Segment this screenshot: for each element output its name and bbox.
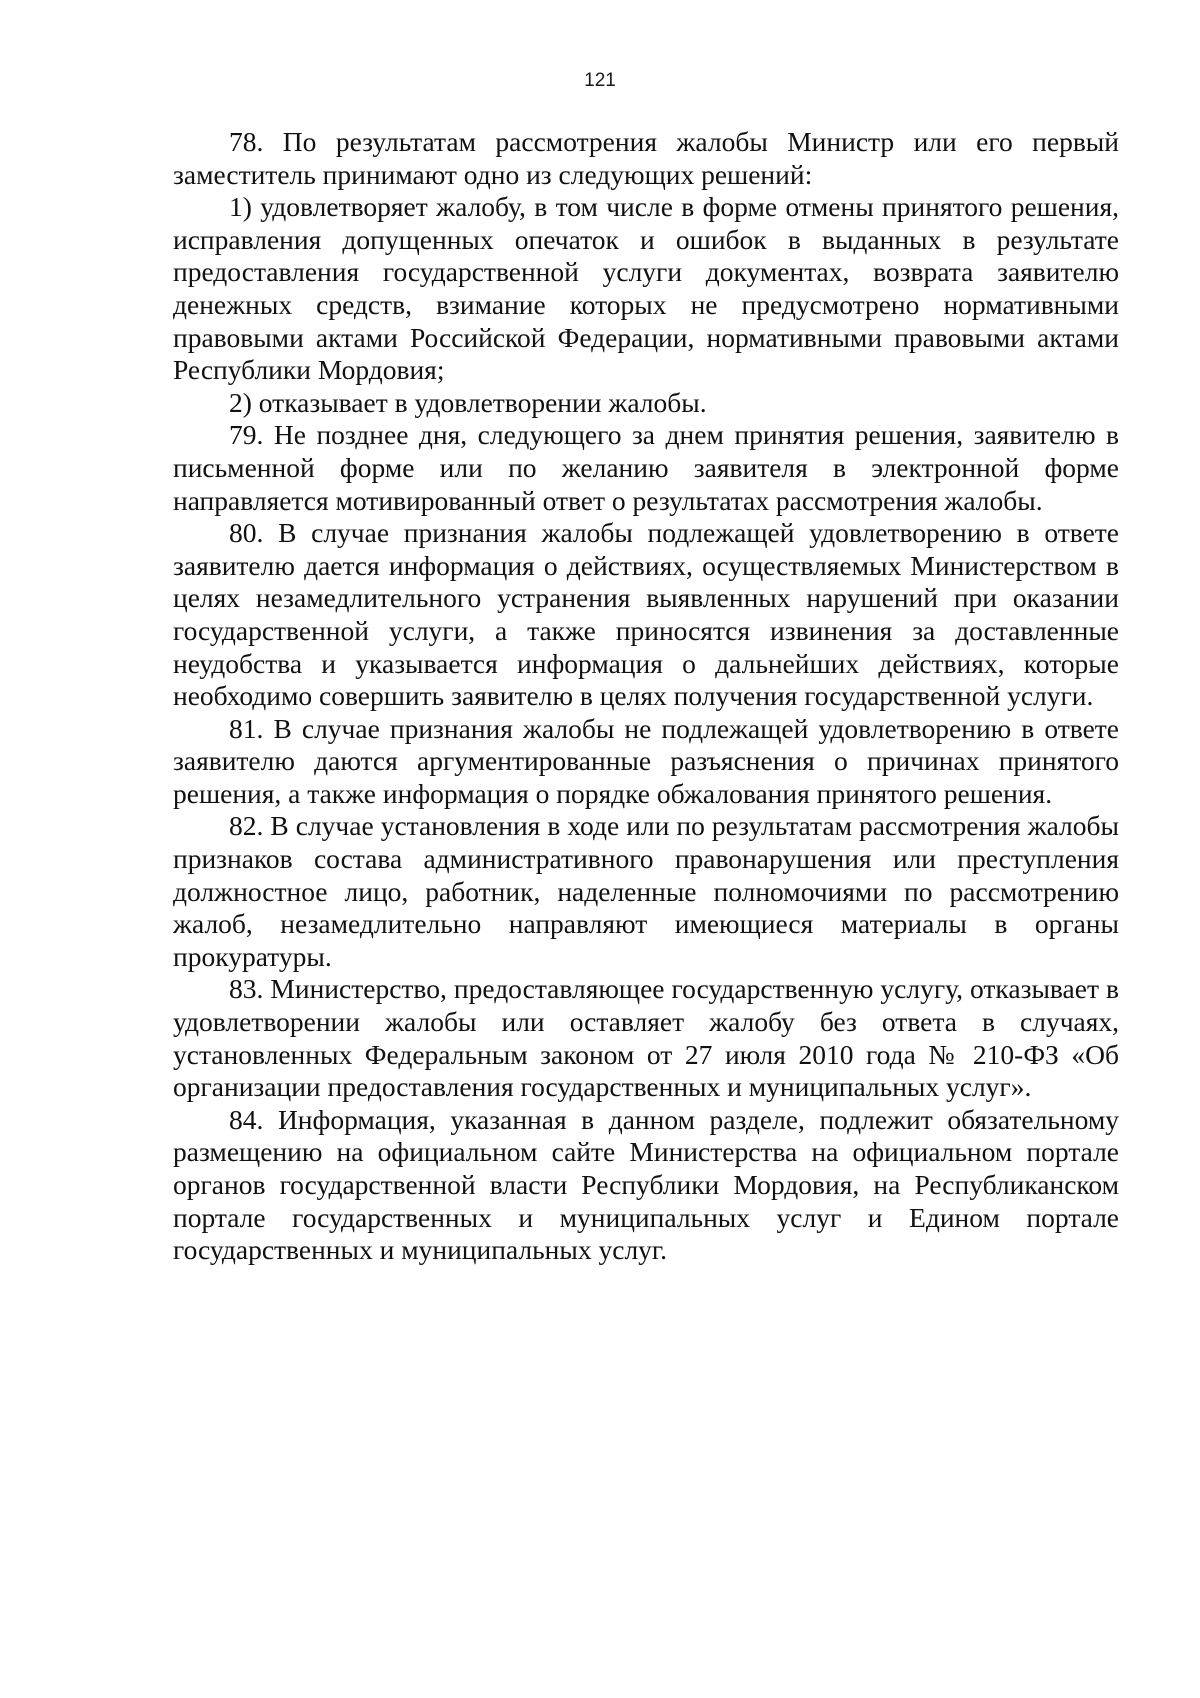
paragraph-84: 84. Информация, указанная в данном разделе, подлежит обязательному размещению на официальном сайте Министерства на официальном портале органов государственной власти Республики Мордовия, на Республиканском портале государственных и муниципальных услуг и Едином портале государственных и муниципальных услуг. — [173, 1103, 1119, 1266]
paragraph-79: 79. Не позднее дня, следующего за днем принятия решения, заявителю в письменной форме или по желанию заявителя в электронной форме направляется мотивированный ответ о результатах рассмотрения жалобы. — [173, 419, 1119, 516]
document-body — [173, 126, 1119, 1267]
paragraph-83: 83. Министерство, предоставляющее государственную услугу, отказывает в удовлетворении жалобы или оставляет жалобу без ответа в случаях, установленных Федеральным законом от 27 июля 2010 года № 210-ФЗ «Об организации предоставления государственных и муниципальных услуг». — [173, 973, 1119, 1103]
paragraph-82: 82. В случае установления в ходе или по результатам рассмотрения жалобы признаков состава административного правонарушения или преступления должностное лицо, работник, наделенные полномочиями по рассмотрению жалоб, незамедлительно направляют имеющиеся материалы в органы прокуратуры. — [173, 810, 1119, 972]
paragraph-78-item-1: 1) удовлетворяет жалобу, в том числе в форме отмены принятого решения, исправления допущенных опечаток и ошибок в выданных в результате предоставления государственной услуги документах, возврата заявителю денежных средств, взимание которых не предусмотрено нормативными правовыми актами Российской Федерации, нормативными правовыми актами Республики Мордовия; — [173, 191, 1119, 386]
paragraph-80: 80. В случае признания жалобы подлежащей удовлетворению в ответе заявителю дается информация о действиях, осуществляемых Министерством в целях незамедлительного устранения выявленных нарушений при оказании государственной услуги, а также приносятся извинения за доставленные неудобства и указывается информация о дальнейших действиях, которые необходимо совершить заявителю в целях получения государственной услуги. — [173, 517, 1119, 712]
paragraph-81: 81. В случае признания жалобы не подлежащей удовлетворению в ответе заявителю даются аргументированные разъяснения о причинах принятого решения, а также информация о порядке обжалования принятого решения. — [173, 712, 1119, 809]
paragraph-78-item-2: 2) отказывает в удовлетворении жалобы. — [229, 386, 707, 418]
paragraph-78: 78. По результатам рассмотрения жалобы Министр или его первый заместитель принимают одно из следующих решений: — [173, 126, 1119, 190]
page-number: 121 — [584, 70, 616, 91]
